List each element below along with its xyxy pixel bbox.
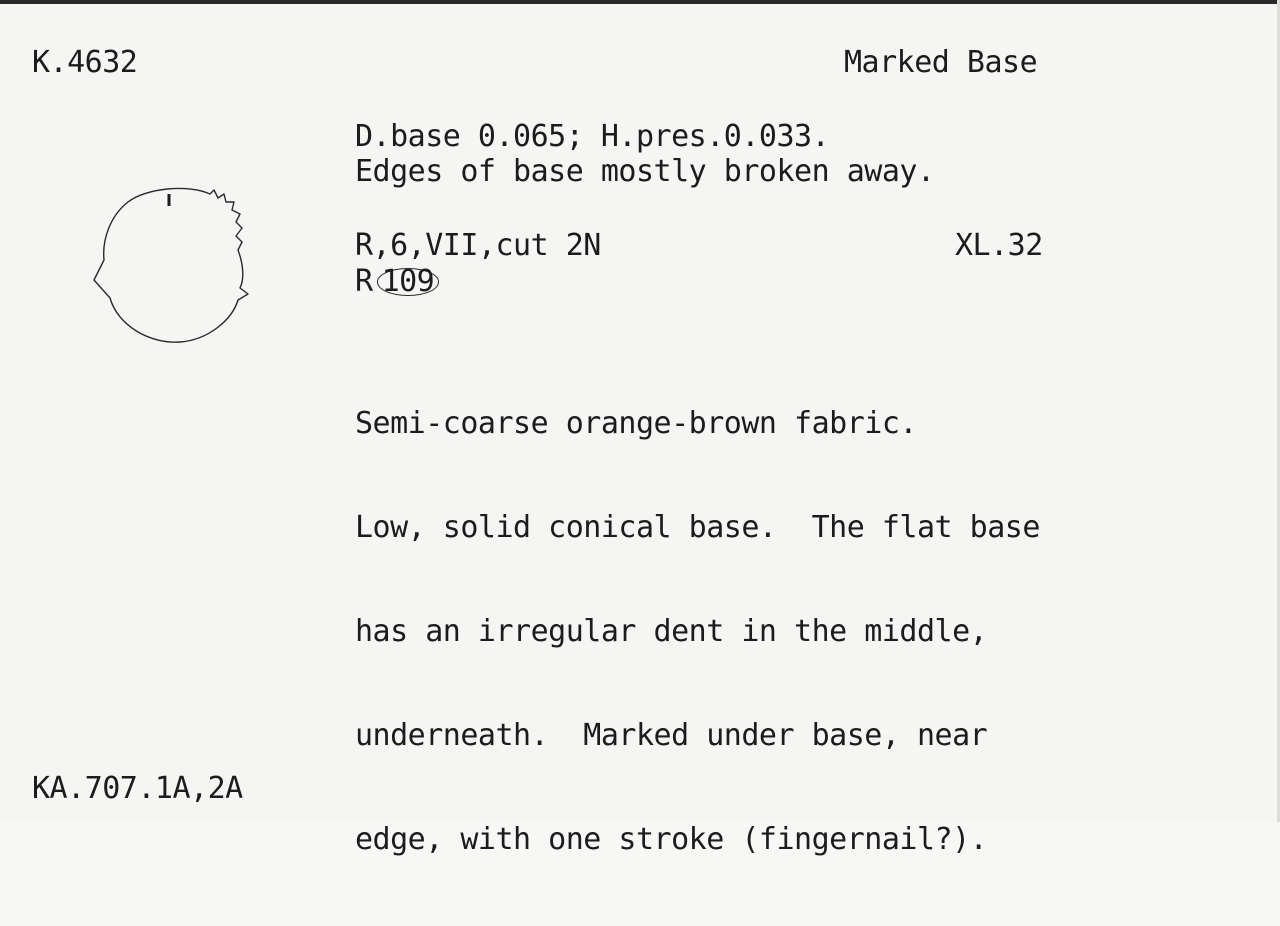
base-outline-sketch-icon — [88, 180, 258, 350]
context-number-circled: 109 — [377, 268, 440, 296]
findspot-text: R,6,VII,cut 2N — [355, 228, 601, 263]
plate-reference: XL.32 — [955, 228, 1043, 263]
description-block — [355, 338, 1040, 926]
card-title: Marked Base — [844, 45, 1038, 80]
description-line: has an irregular dent in the middle, — [355, 614, 988, 649]
description-line: Low, solid conical base. The flat base — [355, 510, 1040, 545]
description-line: underneath. Marked under base, near — [355, 718, 988, 753]
description-line: edge, with one stroke (fingernail?). — [355, 822, 988, 857]
catalog-number: K.4632 — [32, 45, 138, 80]
context-prefix: R — [355, 264, 373, 299]
context-reference — [355, 265, 439, 299]
condition-text: Edges of base mostly broken away. — [355, 154, 935, 189]
card-top-edge — [0, 0, 1280, 4]
description-line: Semi-coarse orange-brown fabric. — [355, 406, 917, 441]
inventory-number: KA.707.1A,2A — [32, 771, 243, 806]
dimensions-text: D.base 0.065; H.pres.0.033. — [355, 119, 830, 154]
